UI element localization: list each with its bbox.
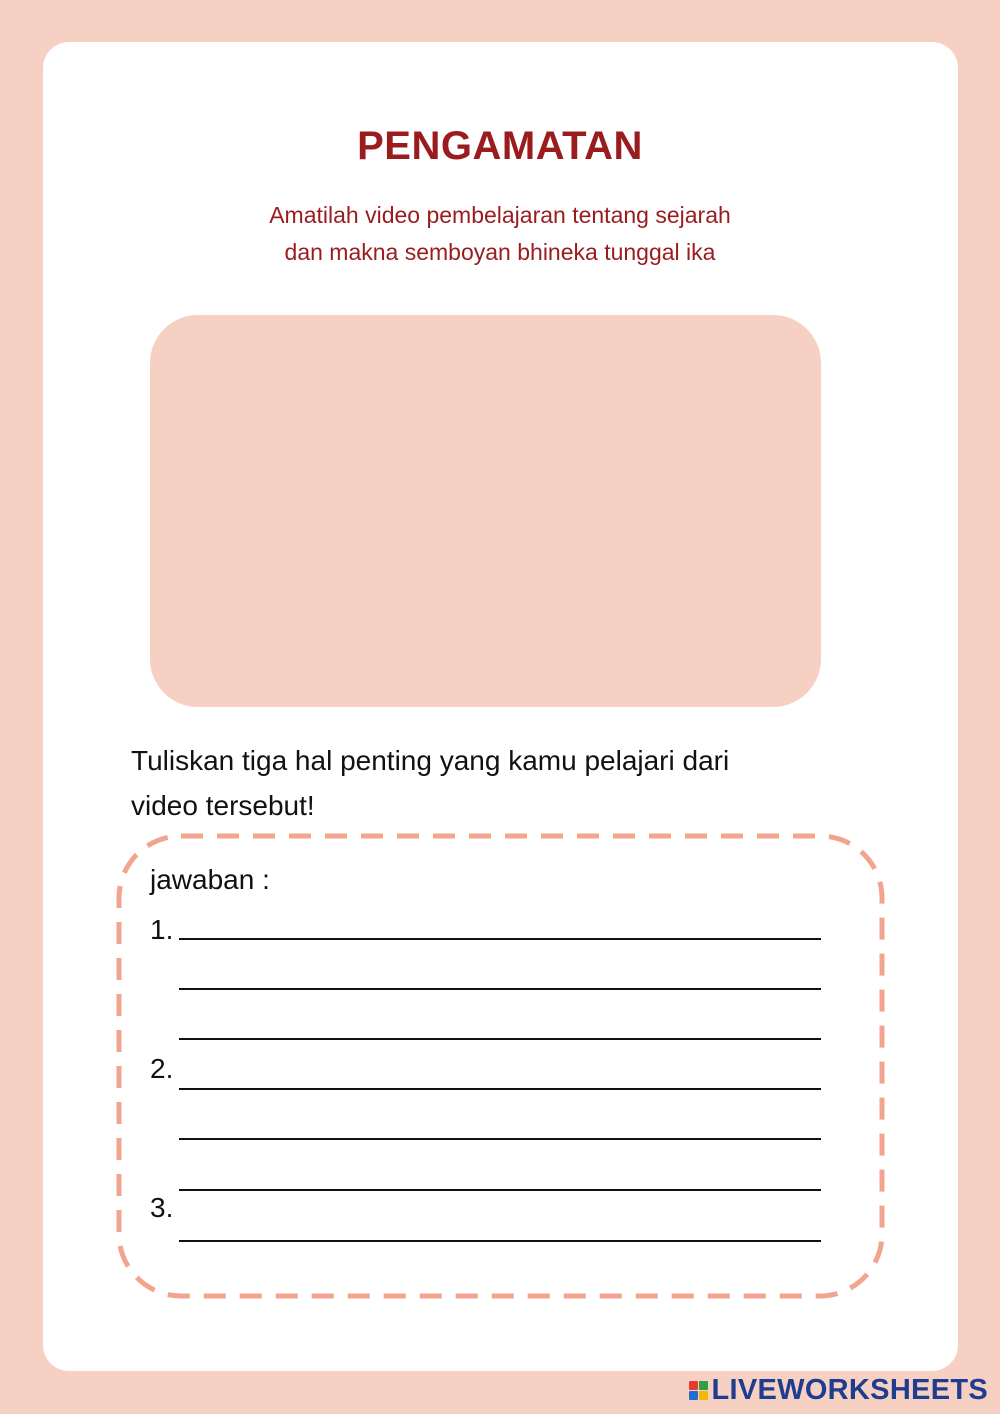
answer-line-1b[interactable] <box>179 988 821 990</box>
logo-square-green <box>699 1381 708 1390</box>
answer-line-3b[interactable] <box>179 1240 821 1242</box>
liveworksheets-watermark <box>689 1374 989 1407</box>
prompt-line-1: Tuliskan tiga hal penting yang kamu pelajari dari <box>131 745 730 776</box>
logo-square-red <box>689 1381 698 1390</box>
answer-line-1c[interactable] <box>179 1038 821 1040</box>
answer-label: jawaban : <box>150 864 270 895</box>
answer-line-3a[interactable] <box>179 1189 821 1191</box>
liveworksheets-logo-icon <box>689 1381 708 1400</box>
answer-line-2b[interactable] <box>179 1138 821 1140</box>
answer-number-1: 1. <box>150 914 174 945</box>
watermark-text: LIVEWORKSHEETS <box>711 1374 988 1406</box>
answer-number-3: 3. <box>150 1192 174 1223</box>
instruction-line-1: Amatilah video pembelajaran tentang sejarah <box>269 202 731 228</box>
page-title: PENGAMATAN <box>357 124 643 168</box>
logo-square-yellow <box>699 1391 708 1400</box>
answer-number-2: 2. <box>150 1053 174 1084</box>
instruction-line-2: dan makna semboyan bhineka tunggal ika <box>284 239 716 265</box>
answer-line-2a[interactable] <box>179 1088 821 1090</box>
prompt-line-2: video tersebut! <box>131 790 315 821</box>
logo-square-blue <box>689 1391 698 1400</box>
answer-line-1a[interactable] <box>179 938 821 940</box>
